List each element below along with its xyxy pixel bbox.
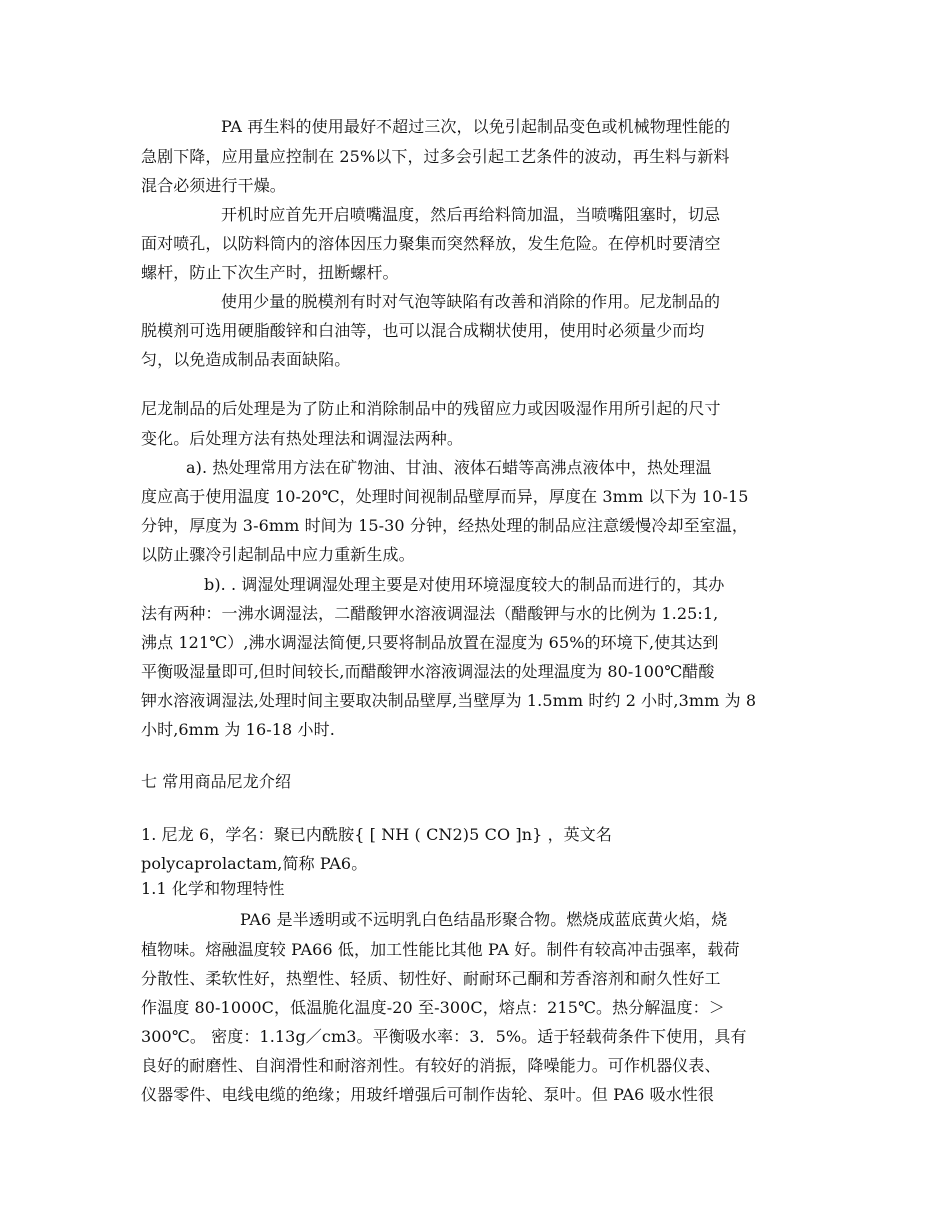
paragraph-line: 小时,6mm 为 16-18 小时. — [141, 720, 335, 739]
paragraph-line: 以防止骤冷引起制品中应力重新生成。 — [141, 545, 415, 564]
list-item-heading: 1. 尼龙 6，学名：聚已内酰胺{ [ NH ( CN2)5 CO ]n} ，英文名 — [141, 825, 612, 844]
paragraph-line: PA 再生料的使用最好不超过三次，以免引起制品变色或机械物理性能的 — [221, 117, 731, 136]
paragraph-line: 混合必须进行干燥。 — [141, 176, 286, 195]
paragraph-line: 变化。后处理方法有热处理法和调湿法两种。 — [141, 429, 464, 448]
paragraph-line: 300℃。 密度：1.13g／cm3。平衡吸水率：3．5%。适于轻载荷条件下使用，具有 — [141, 1027, 747, 1046]
paragraph-line: 良好的耐磨性、自润滑性和耐溶剂性。有较好的消振，降噪能力。可作机器仪表、 — [141, 1056, 721, 1075]
section-heading: 七 常用商品尼龙介绍 — [141, 772, 292, 791]
paragraph-line: b). . 调湿处理调湿处理主要是对使用环境湿度较大的制品而进行的，其办 — [204, 575, 725, 594]
paragraph-line: 沸点 121℃）,沸水调湿法简便,只要将制品放置在湿度为 65%的环境下,使其达到 — [141, 633, 719, 652]
paragraph-line: a). 热处理常用方法在矿物油、甘油、液体石蜡等高沸点液体中，热处理温 — [186, 458, 712, 477]
paragraph-line: 脱模剂可选用硬脂酸锌和白油等，也可以混合成糊状使用，使用时必须量少而均 — [141, 321, 705, 340]
paragraph-line: 钾水溶液调湿法,处理时间主要取决制品壁厚,当壁厚为 1.5mm 时约 2 小时,3mm 为 8 — [141, 691, 757, 710]
paragraph-line: 分散性、柔软性好，热塑性、轻质、韧性好、耐耐环己酮和芳香溶剂和耐久性好工 — [141, 969, 721, 988]
paragraph-line: polycaprolactam,简称 PA6。 — [141, 854, 368, 873]
paragraph-line: 使用少量的脱模剂有时对气泡等缺陷有改善和消除的作用。尼龙制品的 — [221, 292, 721, 311]
paragraph-line: 植物味。熔融温度较 PA66 低，加工性能比其他 PA 好。制件有较高冲击强率，载荷 — [141, 940, 740, 959]
paragraph-line: 仪器零件、电线电缆的绝缘；用玻纤增强后可制作齿轮、泵叶。但 PA6 吸水性很 — [141, 1085, 715, 1104]
paragraph-line: 分钟，厚度为 3-6mm 时间为 15-30 分钟，经热处理的制品应注意缓慢冷却至室温， — [141, 516, 748, 535]
paragraph-line: 作温度 80-1000C，低温脆化温度-20 至-300C，熔点：215℃。热分解温度：＞ — [141, 998, 725, 1017]
paragraph-line: 匀，以免造成制品表面缺陷。 — [141, 350, 351, 369]
paragraph-line: 急剧下降，应用量应控制在 25%以下，过多会引起工艺条件的波动，再生料与新料 — [141, 147, 730, 166]
paragraph-line: 平衡吸湿量即可,但时间较长,而醋酸钾水溶液调湿法的处理温度为 80-100℃醋酸 — [141, 662, 715, 681]
paragraph-line: 尼龙制品的后处理是为了防止和消除制品中的残留应力或因吸湿作用所引起的尺寸 — [141, 399, 721, 418]
paragraph-line: PA6 是半透明或不远明乳白色结晶形聚合物。燃烧成蓝底黄火焰，烧 — [240, 910, 728, 929]
subsection-heading: 1.1 化学和物理特性 — [141, 879, 285, 898]
paragraph-line: 开机时应首先开启喷嘴温度，然后再给料筒加温，当喷嘴阻塞时，切忌 — [221, 205, 721, 224]
paragraph-line: 度应高于使用温度 10-20℃，处理时间视制品壁厚而异，厚度在 3mm 以下为 10-15 — [141, 487, 749, 506]
paragraph-line: 螺杆，防止下次生产时，扭断螺杆。 — [141, 263, 399, 282]
paragraph-line: 法有两种：一沸水调湿法，二醋酸钾水溶液调湿法（醋酸钾与水的比例为 1.25:1, — [141, 604, 719, 623]
paragraph-line: 面对喷孔，以防料筒内的溶体因压力聚集而突然释放，发生危险。在停机时要清空 — [141, 234, 721, 253]
